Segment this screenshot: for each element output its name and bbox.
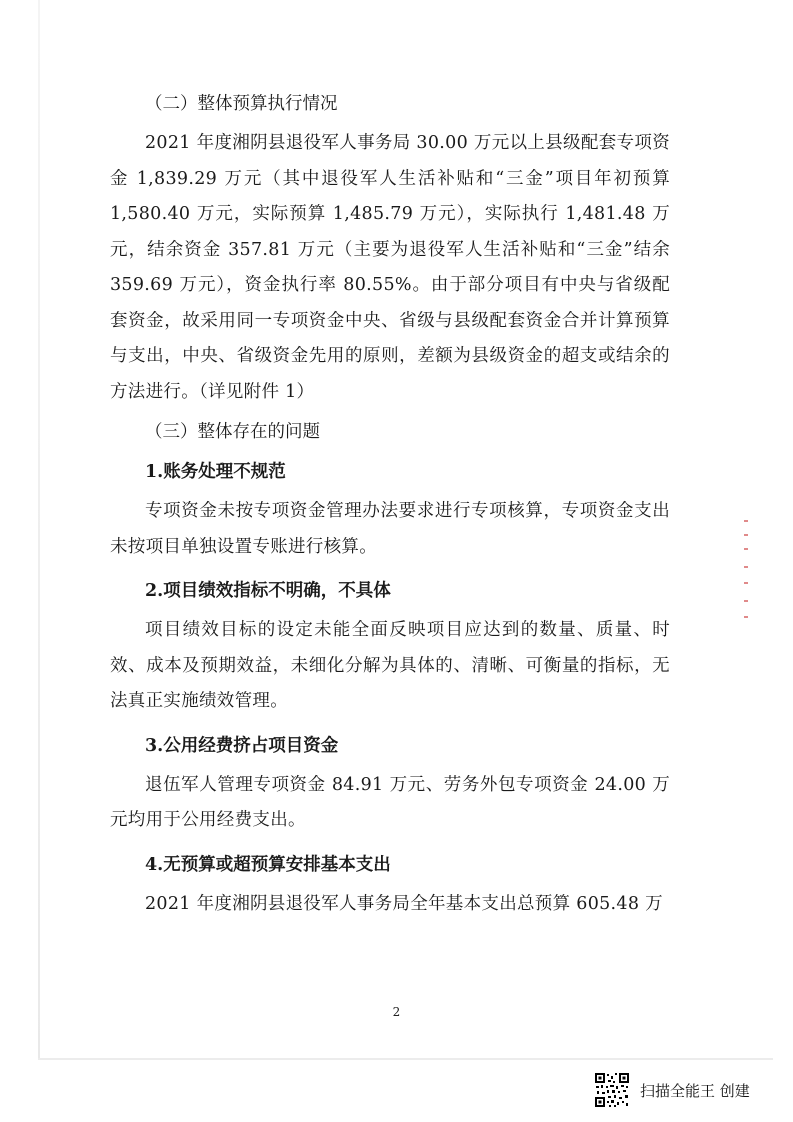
section-heading-problems: （三）整体存在的问题 bbox=[145, 422, 320, 442]
paragraph-budget-execution: 2021 年度湘阴县退役军人事务局 30.00 万元以上县级配套专项资金 1,839.29 万元（其中退役军人生活补贴和“三金”项目年初预算 1,580.40 万元，实际预算 1,485.79 万元），实际执行 1,481.48 万元，结余资金 357.81 万元（主要为退役军人生活补贴和“三金”结余 359.69 万元），资金执行率 80.55%。由于部分项目有中央与省级配套资金，故采用同一专项资金中央、省级与县级配套资金合并计算预算与支出，中央、省级资金先用的原则，差额为县级资金的超支或结余的方法进行。（详见附件 1） bbox=[110, 133, 670, 402]
subheading-accounting: 1.账务处理不规范 bbox=[145, 462, 286, 482]
subheading-performance-indicators: 2.项目绩效指标不明确，不具体 bbox=[145, 581, 391, 601]
subheading-no-budget: 4.无预算或超预算安排基本支出 bbox=[145, 854, 391, 875]
paragraph-no-budget: 2021 年度湘阴县退役军人事务局全年基本支出总预算 605.48 万 bbox=[145, 893, 663, 914]
scan-edge-left bbox=[38, 0, 40, 1060]
page-number: 2 bbox=[392, 1005, 401, 1019]
scanner-watermark bbox=[594, 1070, 750, 1110]
qr-code-icon bbox=[594, 1072, 630, 1108]
scan-edge-bottom bbox=[38, 1058, 773, 1060]
document-body bbox=[110, 86, 670, 922]
section-heading-overall-budget: （二）整体预算执行情况 bbox=[145, 94, 338, 114]
paragraph-performance-indicators: 项目绩效目标的设定未能全面反映项目应达到的数量、质量、时效、成本及预期效益，未细化分解为具体的、清晰、可衡量的指标，无法真正实施绩效管理。 bbox=[110, 620, 670, 711]
paragraph-accounting: 专项资金未按专项资金管理办法要求进行专项核算，专项资金支出未按项目单独设置专账进行核算。 bbox=[110, 501, 670, 557]
binding-margin-marks bbox=[742, 520, 752, 630]
subheading-public-funds: 3.公用经费挤占项目资金 bbox=[145, 735, 339, 756]
scanner-label: 扫描全能王 创建 bbox=[640, 1081, 750, 1100]
paragraph-public-funds: 退伍军人管理专项资金 84.91 万元、劳务外包专项资金 24.00 万元均用于公用经费支出。 bbox=[110, 774, 670, 830]
